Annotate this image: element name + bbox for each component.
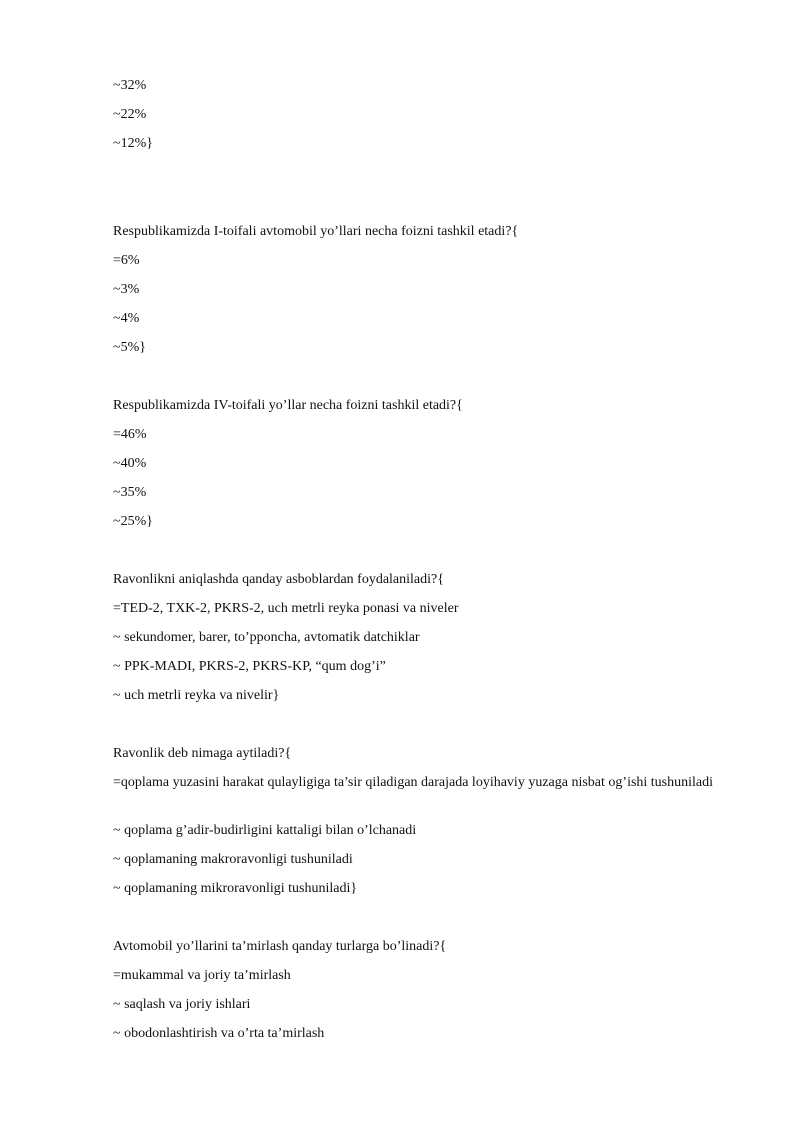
answer-option: =mukammal va joriy ta’mirlash: [113, 968, 291, 983]
answer-option: ~ sekundomer, barer, to’pponcha, avtomatik datchiklar: [113, 630, 420, 645]
answer-option: ~22%: [113, 107, 147, 122]
answer-option: ~ qoplamaning mikroravonligi tushuniladi}: [113, 881, 358, 896]
answer-option: ~5%}: [113, 340, 146, 355]
question-text: Avtomobil yo’llarini ta’mirlash qanday turlarga bo’linadi?{: [113, 939, 447, 954]
answer-option: ~ qoplamaning makroravonligi tushuniladi: [113, 852, 353, 867]
answer-option: ~25%}: [113, 514, 153, 529]
answer-option: ~35%: [113, 485, 147, 500]
question-text: Ravonlikni aniqlashda qanday asboblardan foydalaniladi?{: [113, 572, 444, 587]
answer-option: ~3%: [113, 282, 140, 297]
answer-option: ~ uch metrli reyka va nivelir}: [113, 688, 280, 703]
answer-option: ~4%: [113, 311, 140, 326]
answer-option: ~ PPK-MADI, PKRS-2, PKRS-KP, “qum dog’i”: [113, 659, 386, 674]
question-text: Respublikamizda I-toifali avtomobil yo’llari necha foizni tashkil etadi?{: [113, 224, 519, 239]
question-text: Respublikamizda IV-toifali yo’llar necha foizni tashkil etadi?{: [113, 398, 463, 413]
question-text: Ravonlik deb nimaga aytiladi?{: [113, 746, 292, 761]
answer-option: ~ saqlash va joriy ishlari: [113, 997, 251, 1012]
answer-option: =TED-2, TXK-2, PKRS-2, uch metrli reyka ponasi va niveler: [113, 601, 459, 616]
answer-option: ~40%: [113, 456, 147, 471]
answer-option: ~32%: [113, 78, 147, 93]
answer-option: =6%: [113, 253, 140, 268]
answer-option: =qoplama yuzasini harakat qulayligiga ta’sir qiladigan darajada loyihaviy yuzaga nisbat og’ishi tushuniladi: [113, 775, 714, 790]
answer-option: ~ obodonlashtirish va o’rta ta’mirlash: [113, 1026, 325, 1041]
answer-option: =46%: [113, 427, 147, 442]
answer-option: ~12%}: [113, 136, 153, 151]
answer-option: ~ qoplama g’adir-budirligini kattaligi bilan o’lchanadi: [113, 823, 417, 838]
